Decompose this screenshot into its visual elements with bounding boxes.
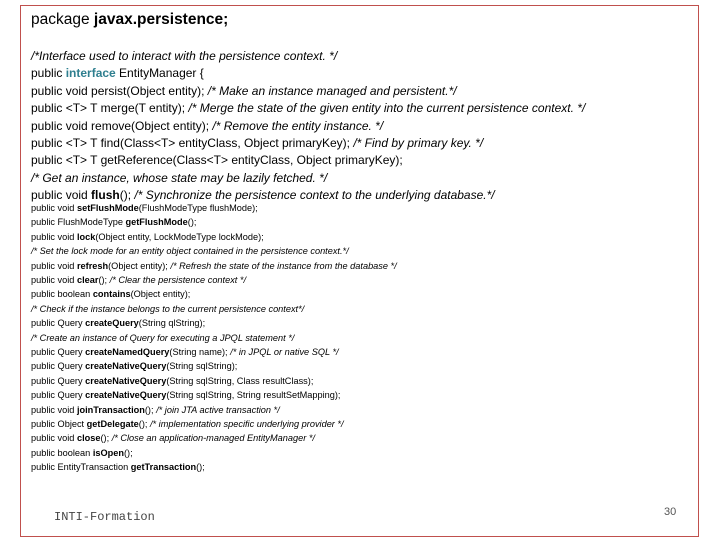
- flush-line: public void flush(); /* Synchronize the persistence context to the underlying database.*/: [31, 188, 495, 203]
- lock-comment-line: /* Set the lock mode for an entity object contained in the persistence context.*/: [31, 246, 349, 257]
- footer-organization: INTI-Formation: [54, 510, 155, 524]
- create-query-comment-line: /* Create an instance of Query for executing a JPQL statement */: [31, 332, 295, 343]
- get-reference-comment-line: /* Get an instance, whose state may be lazily fetched. */: [31, 170, 328, 185]
- set-flush-mode-line: public void setFlushMode(FlushModeType flushMode);: [31, 203, 258, 213]
- create-named-query-line: public Query createNamedQuery(String name); /* in JPQL or native SQL */: [31, 347, 339, 357]
- is-open-line: public boolean isOpen();: [31, 447, 133, 458]
- find-line: public <T> T find(Class<T> entityClass, Object primaryKey); /* Find by primary key. */: [31, 136, 484, 150]
- persist-line: public void persist(Object entity); /* Make an instance managed and persistent.*/: [31, 83, 457, 98]
- get-reference-line: public <T> T getReference(Class<T> entityClass, Object primaryKey);: [31, 153, 403, 168]
- interface-comment-line: /*Interface used to interact with the persistence context. */: [31, 49, 338, 63]
- lock-line: public void lock(Object entity, LockModeType lockMode);: [31, 231, 264, 242]
- get-transaction-line: public EntityTransaction getTransaction();: [31, 462, 205, 473]
- close-line: public void close(); /* Close an application-managed EntityManager */: [31, 433, 315, 444]
- merge-line: public <T> T merge(T entity); /* Merge the state of the given entity into the current persistence context. */: [31, 101, 586, 116]
- remove-line: public void remove(Object entity); /* Remove the entity instance. */: [31, 118, 384, 133]
- package-declaration: package javax.persistence;: [31, 11, 229, 28]
- interface-declaration-line: public interface EntityManager {: [31, 66, 204, 81]
- clear-line: public void clear(); /* Clear the persistence context */: [31, 275, 247, 285]
- contains-line: public boolean contains(Object entity);: [31, 289, 191, 300]
- get-delegate-line: public Object getDelegate(); /* implementation specific underlying provider */: [31, 419, 344, 429]
- create-query-line: public Query createQuery(String qlString);: [31, 318, 206, 329]
- get-flush-mode-line: public FlushModeType getFlushMode();: [31, 217, 197, 228]
- create-native-query-line-1: public Query createNativeQuery(String sqlString);: [31, 361, 238, 372]
- refresh-line: public void refresh(Object entity); /* Refresh the state of the instance from the database */: [31, 260, 397, 271]
- join-transaction-line: public void joinTransaction(); /* join JTA active transaction */: [31, 404, 280, 415]
- create-native-query-line-3: public Query createNativeQuery(String sqlString, String resultSetMapping);: [31, 390, 341, 401]
- create-native-query-line-2: public Query createNativeQuery(String sqlString, Class resultClass);: [31, 375, 314, 386]
- page-number: 30: [664, 506, 677, 518]
- contains-comment-line: /* Check if the instance belongs to the current persistence context*/: [31, 303, 305, 314]
